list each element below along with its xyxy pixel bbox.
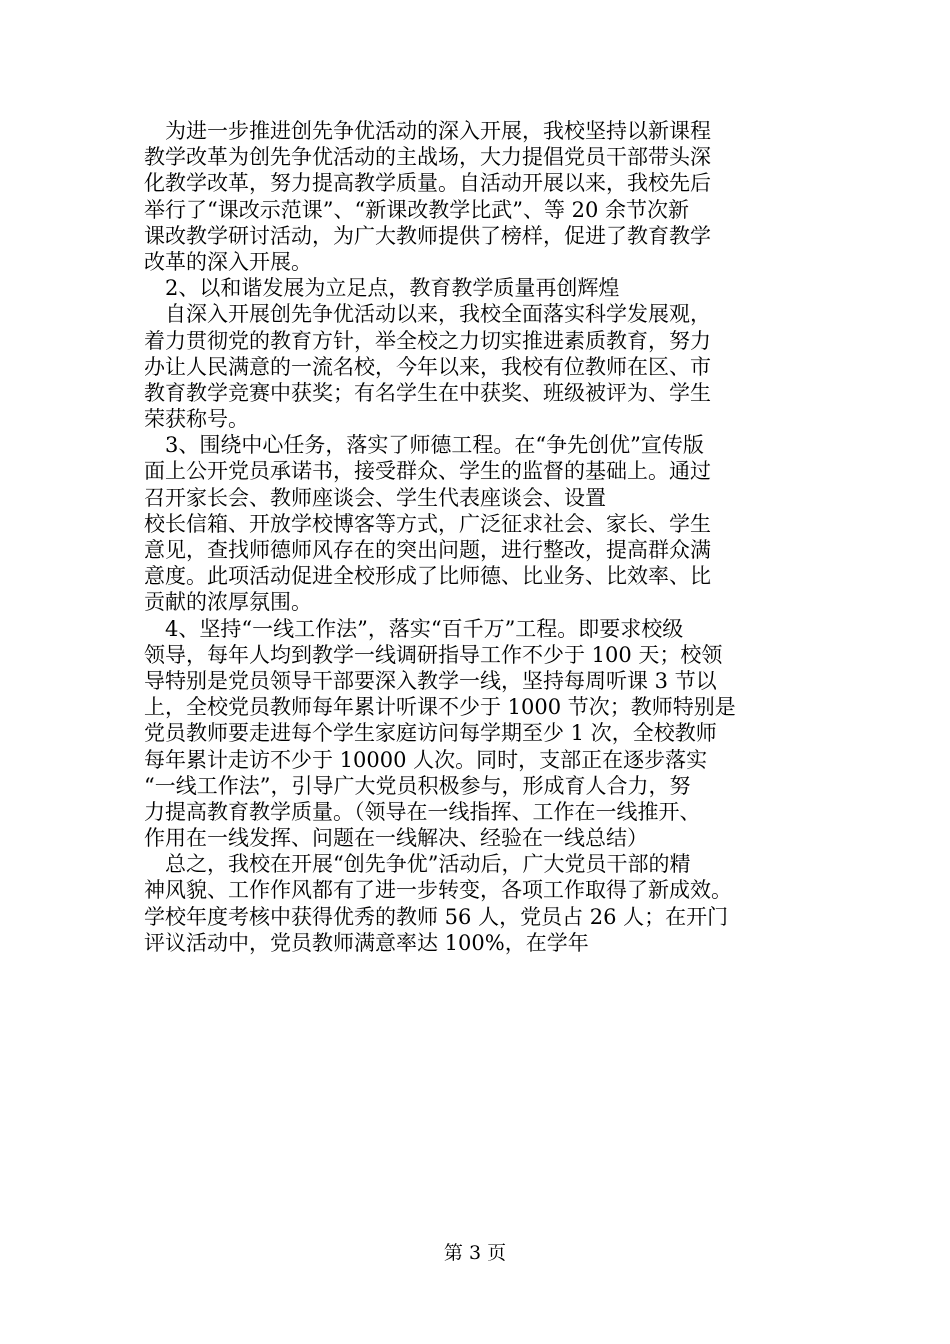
section-heading: 3、围绕中心任务，落实了师德工程。在“争先创优”宣传版 [165,433,704,458]
text-line: 评议活动中，党员教师满意率达 100%，在学年 [144,930,589,955]
text-line: 总之，我校在开展“创先争优”活动后，广大党员干部的精 [165,852,691,877]
text-line: 上，全校党员教师每年累计听课不少于 1000 节次；教师特别是 [144,695,736,720]
text-line: “一线工作法”，引导广大党员积极参与，形成育人合力，努 [144,773,691,798]
text-line: 导特别是党员领导干部要深入教学一线，坚持每周听课 3 节以 [144,668,717,693]
section-heading: 4、坚持“一线工作法”，落实“百千万”工程。即要求校级 [165,616,684,641]
text-line: 领导，每年人均到教学一线调研指导工作不少于 100 天；校领 [144,642,723,667]
text-line: 自深入开展创先争优活动以来，我校全面落实科学发展观， [165,302,711,327]
text-line: 神风貌、工作作风都有了进一步转变，各项工作取得了新成效。 [144,878,732,903]
text-line: 作用在一线发挥、问题在一线解决、经验在一线总结） [144,826,648,851]
text-line: 意见，查找师德师风存在的突出问题，进行整改，提高群众满 [144,538,711,562]
text-line: 意度。此项活动促进全校形成了比师德、比业务、比效率、比 [144,564,711,589]
text-line: 教学改革为创先争优活动的主战场，大力提倡党员干部带头深 [144,145,711,170]
text-line: 教育教学竞赛中获奖；有名学生在中获奖、班级被评为、学生 [144,380,711,405]
body-text [144,118,809,956]
text-line: 化教学改革，努力提高教学质量。自活动开展以来，我校先后 [144,171,711,196]
text-line: 学校年度考核中获得优秀的教师 56 人，党员占 26 人；在开门 [144,904,729,929]
text-line: 为进一步推进创先争优活动的深入开展，我校坚持以新课程 [165,119,711,143]
text-line: 举行了“课改示范课”、“新课改教学比武”、等 20 余节次新 [144,197,690,222]
text-line: 召开家长会、教师座谈会、学生代表座谈会、设置 [144,485,606,510]
text-line: 校长信箱、开放学校博客等方式，广泛征求社会、家长、学生 [144,511,711,536]
text-line: 党员教师要走进每个学生家庭访问每学期至少 1 次，全校教师 [144,721,717,746]
page-number: 第 3 页 [443,1242,507,1264]
text-line: 着力贯彻党的教育方针，举全校之力切实推进素质教育，努力 [144,328,711,353]
text-line: 每年累计走访不少于 10000 人次。同时，支部正在逐步落实 [144,747,708,772]
text-line: 贡献的浓厚氛围。 [144,590,312,615]
text-line: 荣获称号。 [144,407,249,432]
section-heading: 2、以和谐发展为立足点，教育教学质量再创辉煌 [165,276,620,301]
text-line: 力提高教育教学质量。（领导在一线指挥、工作在一线推开、 [144,799,701,824]
text-line: 办让人民满意的一流名校，今年以来，我校有位教师在区、市 [144,354,711,379]
text-line: 改革的深入开展。 [144,249,312,274]
text-line: 面上公开党员承诺书，接受群众、学生的监督的基础上。通过 [144,459,711,484]
text-line: 课改教学研讨活动，为广大教师提供了榜样，促进了教育教学 [144,223,711,248]
